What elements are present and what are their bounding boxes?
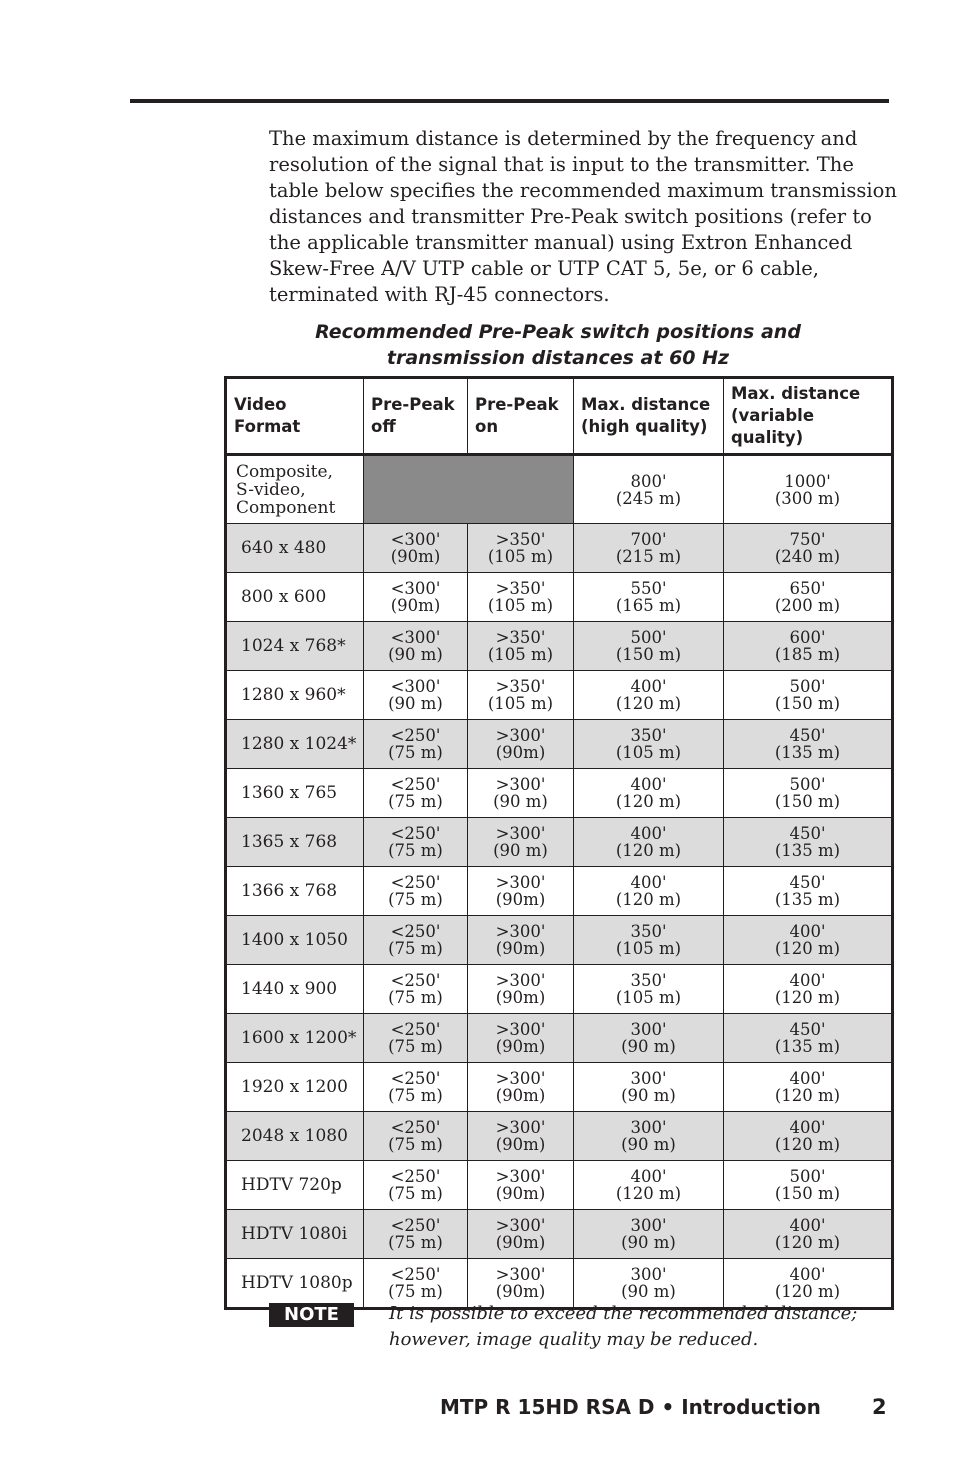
not-applicable-cell <box>364 455 574 524</box>
format-cell: Composite, S-video, Component <box>226 455 364 524</box>
high-quality-cell: 350' (105 m) <box>574 965 724 1014</box>
intro-line: terminated with RJ-45 connectors. <box>269 283 610 306</box>
header-video-format: Video Format <box>226 378 364 455</box>
distance-table <box>224 376 894 1310</box>
pre-peak-on-cell: >300' (90m) <box>468 1063 574 1112</box>
pre-peak-on-cell: >350' (105 m) <box>468 671 574 720</box>
pre-peak-on-cell: >300' (90m) <box>468 965 574 1014</box>
pre-peak-off-cell: <250' (75 m) <box>364 916 468 965</box>
table-row <box>226 720 893 769</box>
pre-peak-on-cell: >300' (90 m) <box>468 769 574 818</box>
high-quality-cell: 300' (90 m) <box>574 1014 724 1063</box>
note-line: It is possible to exceed the recommended distance; <box>389 1303 858 1324</box>
caption-line: transmission distances at 60 Hz <box>386 347 730 369</box>
pre-peak-off-cell: <250' (75 m) <box>364 769 468 818</box>
pre-peak-on-cell: >300' (90m) <box>468 916 574 965</box>
intro-line: table below specifies the recommended maximum transmission <box>269 179 897 202</box>
format-cell: HDTV 1080i <box>226 1210 364 1259</box>
format-cell: 1360 x 765 <box>226 769 364 818</box>
pre-peak-on-cell: >300' (90m) <box>468 720 574 769</box>
format-cell: 1440 x 900 <box>226 965 364 1014</box>
high-quality-cell: 400' (120 m) <box>574 818 724 867</box>
table-row <box>226 1161 893 1210</box>
format-cell: 2048 x 1080 <box>226 1112 364 1161</box>
caption-line: Recommended Pre-Peak switch positions and <box>315 321 801 343</box>
variable-quality-cell: 500' (150 m) <box>724 671 893 720</box>
top-rule <box>130 99 889 103</box>
header-max-distance-variable: Max. distance (variable quality) <box>724 378 893 455</box>
table-row <box>226 818 893 867</box>
format-cell: 1280 x 1024* <box>226 720 364 769</box>
format-cell: 1600 x 1200* <box>226 1014 364 1063</box>
pre-peak-off-cell: <300' (90 m) <box>364 671 468 720</box>
variable-quality-cell: 650' (200 m) <box>724 573 893 622</box>
high-quality-cell: 400' (120 m) <box>574 769 724 818</box>
format-cell: 1280 x 960* <box>226 671 364 720</box>
variable-quality-cell: 450' (135 m) <box>724 818 893 867</box>
intro-line: The maximum distance is determined by the frequency and <box>269 127 858 150</box>
variable-quality-cell: 1000' (300 m) <box>724 455 893 524</box>
intro-line: Skew-Free A/V UTP cable or UTP CAT 5, 5e, or 6 cable, <box>269 257 819 280</box>
high-quality-cell: 700' (215 m) <box>574 524 724 573</box>
pre-peak-on-cell: >300' (90 m) <box>468 818 574 867</box>
table-row <box>226 671 893 720</box>
variable-quality-cell: 450' (135 m) <box>724 1014 893 1063</box>
pre-peak-off-cell: <250' (75 m) <box>364 1112 468 1161</box>
format-cell: 1366 x 768 <box>226 867 364 916</box>
pre-peak-on-cell: >300' (90m) <box>468 1112 574 1161</box>
pre-peak-off-cell: <250' (75 m) <box>364 867 468 916</box>
high-quality-cell: 400' (120 m) <box>574 867 724 916</box>
high-quality-cell: 300' (90 m) <box>574 1210 724 1259</box>
format-cell: 1024 x 768* <box>226 622 364 671</box>
format-cell: 800 x 600 <box>226 573 364 622</box>
table-row <box>226 867 893 916</box>
pre-peak-on-cell: >350' (105 m) <box>468 573 574 622</box>
high-quality-cell: 300' (90 m) <box>574 1063 724 1112</box>
pre-peak-off-cell: <250' (75 m) <box>364 818 468 867</box>
variable-quality-cell: 400' (120 m) <box>724 916 893 965</box>
pre-peak-on-cell: >300' (90m) <box>468 1161 574 1210</box>
pre-peak-off-cell: <250' (75 m) <box>364 1259 468 1309</box>
high-quality-cell: 400' (120 m) <box>574 671 724 720</box>
format-cell: 1365 x 768 <box>226 818 364 867</box>
note-text <box>389 1301 889 1353</box>
pre-peak-off-cell: <250' (75 m) <box>364 1210 468 1259</box>
intro-paragraph <box>269 126 897 308</box>
intro-line: distances and transmitter Pre-Peak switch positions (refer to <box>269 205 872 228</box>
pre-peak-off-cell: <250' (75 m) <box>364 1161 468 1210</box>
high-quality-cell: 550' (165 m) <box>574 573 724 622</box>
table-row <box>226 524 893 573</box>
variable-quality-cell: 400' (120 m) <box>724 965 893 1014</box>
table-caption <box>225 319 891 371</box>
intro-line: resolution of the signal that is input to the transmitter. The <box>269 153 854 176</box>
pre-peak-on-cell: >300' (90m) <box>468 1259 574 1309</box>
header-pre-peak-on: Pre-Peak on <box>468 378 574 455</box>
variable-quality-cell: 450' (135 m) <box>724 720 893 769</box>
pre-peak-off-cell: <250' (75 m) <box>364 965 468 1014</box>
table-row <box>226 1112 893 1161</box>
variable-quality-cell: 400' (120 m) <box>724 1112 893 1161</box>
format-cell: 1400 x 1050 <box>226 916 364 965</box>
variable-quality-cell: 400' (120 m) <box>724 1063 893 1112</box>
pre-peak-on-cell: >300' (90m) <box>468 1014 574 1063</box>
table-row <box>226 622 893 671</box>
table-row <box>226 769 893 818</box>
note-line: however, image quality may be reduced. <box>389 1329 759 1350</box>
pre-peak-off-cell: <250' (75 m) <box>364 1063 468 1112</box>
header-row <box>226 378 893 455</box>
table-row <box>226 455 893 524</box>
variable-quality-cell: 600' (185 m) <box>724 622 893 671</box>
format-cell: 640 x 480 <box>226 524 364 573</box>
format-cell: HDTV 1080p <box>226 1259 364 1309</box>
table-row <box>226 965 893 1014</box>
high-quality-cell: 500' (150 m) <box>574 622 724 671</box>
footer-title: MTP R 15HD RSA D • Introduction <box>440 1395 821 1419</box>
format-cell: HDTV 720p <box>226 1161 364 1210</box>
pre-peak-on-cell: >350' (105 m) <box>468 622 574 671</box>
pre-peak-on-cell: >300' (90m) <box>468 867 574 916</box>
variable-quality-cell: 400' (120 m) <box>724 1210 893 1259</box>
high-quality-cell: 350' (105 m) <box>574 916 724 965</box>
header-max-distance-high: Max. distance (high quality) <box>574 378 724 455</box>
format-cell: 1920 x 1200 <box>226 1063 364 1112</box>
high-quality-cell: 300' (90 m) <box>574 1112 724 1161</box>
high-quality-cell: 800' (245 m) <box>574 455 724 524</box>
intro-line: the applicable transmitter manual) using Extron Enhanced <box>269 231 853 254</box>
pre-peak-on-cell: >350' (105 m) <box>468 524 574 573</box>
variable-quality-cell: 750' (240 m) <box>724 524 893 573</box>
note-badge: NOTE <box>269 1303 354 1327</box>
variable-quality-cell: 500' (150 m) <box>724 769 893 818</box>
table-row <box>226 1014 893 1063</box>
variable-quality-cell: 450' (135 m) <box>724 867 893 916</box>
pre-peak-off-cell: <250' (75 m) <box>364 720 468 769</box>
page-number: 2 <box>872 1395 887 1419</box>
pre-peak-on-cell: >300' (90m) <box>468 1210 574 1259</box>
table-row <box>226 573 893 622</box>
header-pre-peak-off: Pre-Peak off <box>364 378 468 455</box>
table-row <box>226 1063 893 1112</box>
table-row <box>226 916 893 965</box>
high-quality-cell: 350' (105 m) <box>574 720 724 769</box>
table-row <box>226 1210 893 1259</box>
high-quality-cell: 400' (120 m) <box>574 1161 724 1210</box>
pre-peak-off-cell: <300' (90 m) <box>364 622 468 671</box>
pre-peak-off-cell: <300' (90m) <box>364 573 468 622</box>
high-quality-cell: 300' (90 m) <box>574 1259 724 1309</box>
pre-peak-off-cell: <250' (75 m) <box>364 1014 468 1063</box>
variable-quality-cell: 500' (150 m) <box>724 1161 893 1210</box>
variable-quality-cell: 400' (120 m) <box>724 1259 893 1309</box>
pre-peak-off-cell: <300' (90m) <box>364 524 468 573</box>
